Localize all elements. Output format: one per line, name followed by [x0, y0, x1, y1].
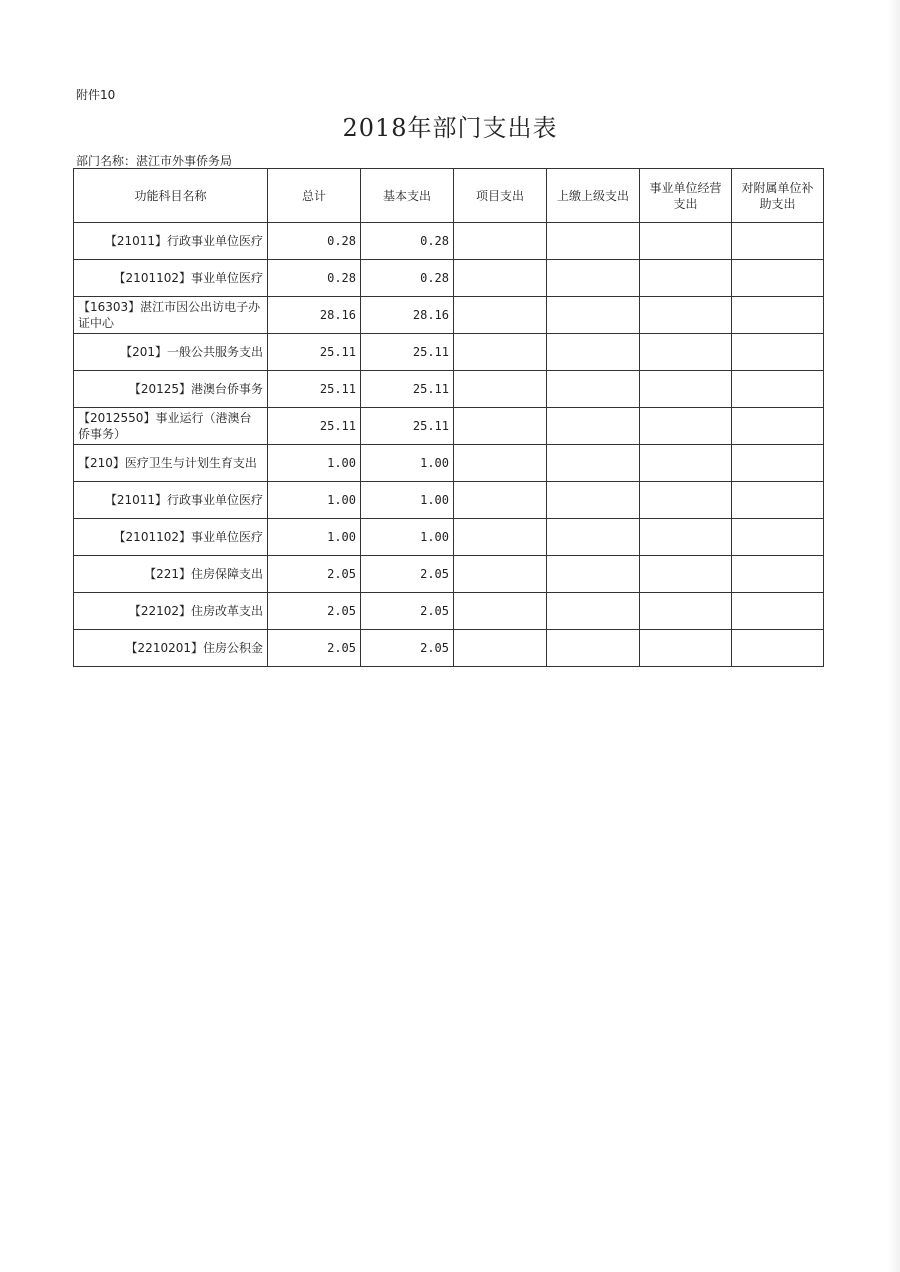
row-upper: [547, 260, 640, 297]
table-row: [74, 556, 824, 593]
row-subject-name: 【16303】湛江市因公出访电子办证中心: [74, 297, 268, 334]
table-row: [74, 519, 824, 556]
row-project: [454, 556, 547, 593]
row-upper: [547, 408, 640, 445]
row-business: [640, 630, 732, 667]
row-business: [640, 408, 732, 445]
row-basic: 2.05: [361, 630, 454, 667]
scan-edge-shadow: [888, 0, 900, 1272]
table-row: [74, 408, 824, 445]
row-subsidy: [732, 445, 824, 482]
table-header-row: [74, 169, 824, 223]
row-project: [454, 297, 547, 334]
row-total: 0.28: [268, 223, 361, 260]
row-project: [454, 482, 547, 519]
row-upper: [547, 297, 640, 334]
row-project: [454, 371, 547, 408]
expense-table: [73, 168, 824, 667]
row-subsidy: [732, 556, 824, 593]
row-upper: [547, 630, 640, 667]
row-project: [454, 408, 547, 445]
row-total: 2.05: [268, 593, 361, 630]
header-project-expense: 项目支出: [454, 169, 547, 223]
header-business-expense: 事业单位经营支出: [640, 169, 732, 223]
row-basic: 0.28: [361, 223, 454, 260]
header-total: 总计: [268, 169, 361, 223]
row-total: 1.00: [268, 482, 361, 519]
row-business: [640, 223, 732, 260]
row-total: 28.16: [268, 297, 361, 334]
row-upper: [547, 593, 640, 630]
row-subsidy: [732, 297, 824, 334]
row-subsidy: [732, 593, 824, 630]
document-title: 2018年部门支出表: [342, 114, 558, 142]
row-basic: 2.05: [361, 556, 454, 593]
row-project: [454, 260, 547, 297]
row-total: 0.28: [268, 260, 361, 297]
row-total: 25.11: [268, 371, 361, 408]
row-business: [640, 519, 732, 556]
row-subsidy: [732, 630, 824, 667]
row-total: 1.00: [268, 445, 361, 482]
row-upper: [547, 556, 640, 593]
row-subsidy: [732, 223, 824, 260]
row-subject-name: 【2101102】事业单位医疗: [74, 519, 268, 556]
row-project: [454, 519, 547, 556]
row-project: [454, 334, 547, 371]
row-basic: 2.05: [361, 593, 454, 630]
row-upper: [547, 334, 640, 371]
row-subsidy: [732, 519, 824, 556]
row-project: [454, 445, 547, 482]
table-row: [74, 445, 824, 482]
row-basic: 1.00: [361, 519, 454, 556]
table-row: [74, 482, 824, 519]
row-basic: 0.28: [361, 260, 454, 297]
row-total: 1.00: [268, 519, 361, 556]
row-business: [640, 297, 732, 334]
row-subject-name: 【21011】行政事业单位医疗: [74, 223, 268, 260]
row-subsidy: [732, 371, 824, 408]
row-basic: 28.16: [361, 297, 454, 334]
row-subject-name: 【21011】行政事业单位医疗: [74, 482, 268, 519]
row-basic: 25.11: [361, 371, 454, 408]
table-row: [74, 371, 824, 408]
row-business: [640, 371, 732, 408]
row-upper: [547, 482, 640, 519]
row-upper: [547, 371, 640, 408]
row-upper: [547, 445, 640, 482]
row-project: [454, 630, 547, 667]
row-business: [640, 260, 732, 297]
row-business: [640, 482, 732, 519]
row-subject-name: 【2012550】事业运行（港澳台侨事务）: [74, 408, 268, 445]
row-subsidy: [732, 482, 824, 519]
header-upper-level-expense: 上缴上级支出: [547, 169, 640, 223]
row-total: 25.11: [268, 408, 361, 445]
row-upper: [547, 519, 640, 556]
row-subject-name: 【2101102】事业单位医疗: [74, 260, 268, 297]
row-subject-name: 【20125】港澳台侨事务: [74, 371, 268, 408]
row-basic: 1.00: [361, 482, 454, 519]
row-business: [640, 334, 732, 371]
row-business: [640, 593, 732, 630]
table-row: [74, 223, 824, 260]
row-subject-name: 【221】住房保障支出: [74, 556, 268, 593]
header-subsidy-expense: 对附属单位补助支出: [732, 169, 824, 223]
row-subsidy: [732, 408, 824, 445]
row-subject-name: 【22102】住房改革支出: [74, 593, 268, 630]
row-subject-name: 【210】医疗卫生与计划生育支出: [74, 445, 268, 482]
row-basic: 25.11: [361, 334, 454, 371]
row-project: [454, 223, 547, 260]
header-basic-expense: 基本支出: [361, 169, 454, 223]
row-total: 25.11: [268, 334, 361, 371]
table-row: [74, 630, 824, 667]
row-upper: [547, 223, 640, 260]
row-total: 2.05: [268, 630, 361, 667]
row-business: [640, 445, 732, 482]
department-name: 部门名称：湛江市外事侨务局: [76, 154, 233, 168]
table-row: [74, 260, 824, 297]
table-row: [74, 334, 824, 371]
header-subject-name: 功能科目名称: [74, 169, 268, 223]
table-row: [74, 593, 824, 630]
row-project: [454, 593, 547, 630]
row-subsidy: [732, 260, 824, 297]
row-basic: 1.00: [361, 445, 454, 482]
row-subject-name: 【201】一般公共服务支出: [74, 334, 268, 371]
row-subsidy: [732, 334, 824, 371]
table-row: [74, 297, 824, 334]
attachment-label: 附件10: [76, 88, 116, 102]
row-total: 2.05: [268, 556, 361, 593]
row-subject-name: 【2210201】住房公积金: [74, 630, 268, 667]
row-basic: 25.11: [361, 408, 454, 445]
row-business: [640, 556, 732, 593]
